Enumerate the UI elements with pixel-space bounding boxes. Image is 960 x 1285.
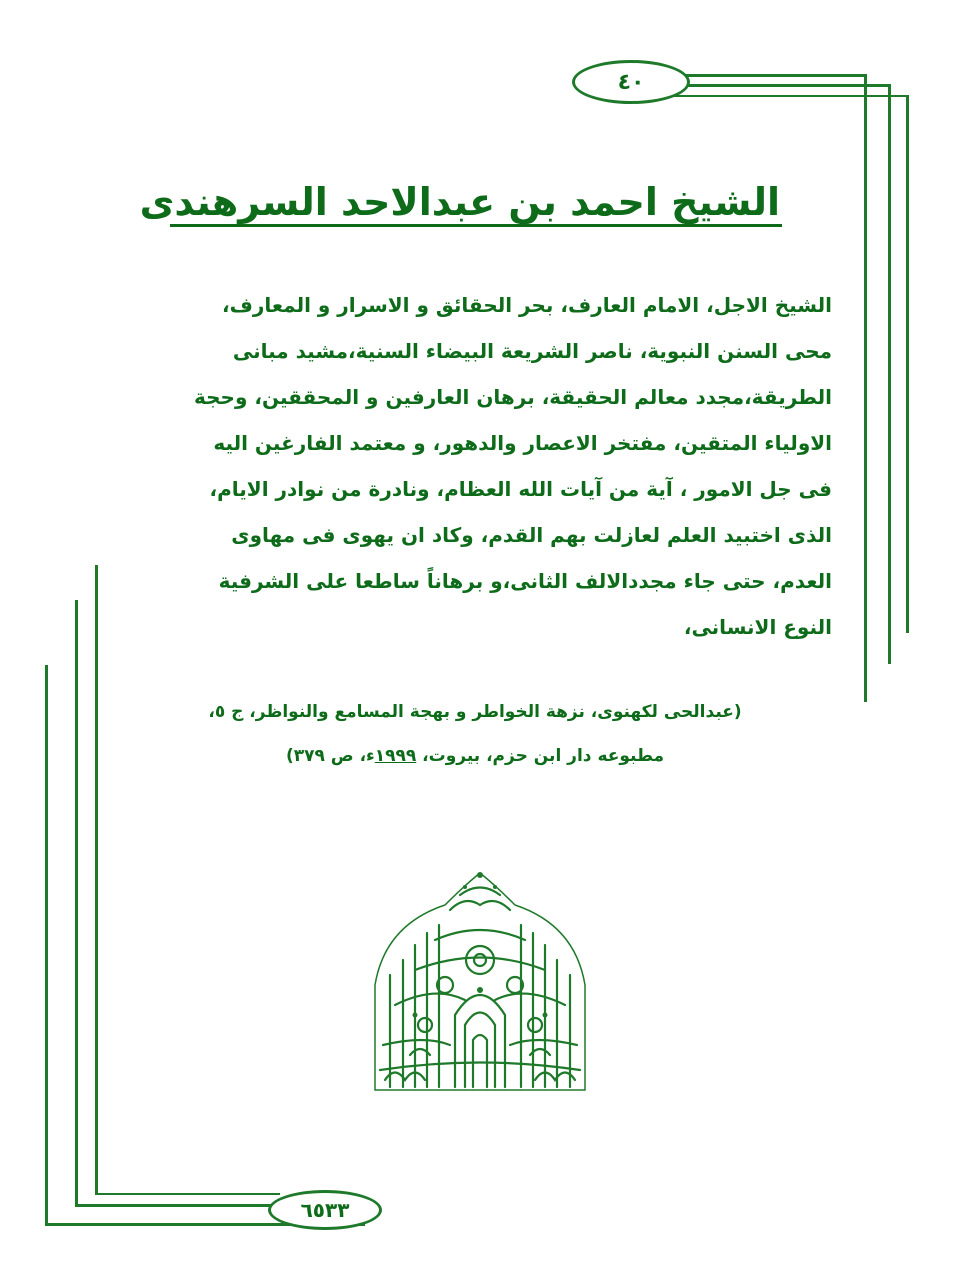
calligraphy-emblem-icon xyxy=(355,865,605,1100)
top-page-number xyxy=(572,60,690,104)
page-title: الشيخ احمد بن عبدالاحد السرهندى xyxy=(139,180,780,224)
citation-year: ١٩٩٩ xyxy=(374,746,417,766)
body-line: محى السنن النبوية، ناصر الشريعة البيضاء السنية،مشيد مبانى xyxy=(232,339,832,363)
title-underline xyxy=(170,224,782,227)
body-line: الذى اختبيد العلم لعازلت بهم القدم، وكاد ان يهوى فى مهاوى xyxy=(231,523,832,547)
body-paragraph xyxy=(110,282,832,650)
top-page-number-text: ٤٠ xyxy=(617,69,645,95)
body-line: العدم، حتى جاء مجددالالف الثانى،و برهاناً ساطعا على الشرفية xyxy=(218,569,832,593)
citation-line-1: (عبدالحى لكهنوى، نزهة الخواطر و بهجة المسامع والنواظر، ج ٥، xyxy=(208,702,742,722)
bottom-page-number xyxy=(268,1190,382,1230)
citation-page: ء، ص ٣٧٩) xyxy=(285,746,375,766)
citation-publisher: مطبوعه دار ابن حزم، بيروت، xyxy=(416,746,665,766)
body-line: النوع الانسانى، xyxy=(683,615,832,639)
bottom-page-number-text: ٦٥٣٣ xyxy=(300,1198,350,1222)
body-line: الطريقة،مجدد معالم الحقيقة، برهان العارفين و المحققين، وحجة xyxy=(194,385,832,409)
citation xyxy=(130,690,820,778)
citation-line-2 xyxy=(130,734,820,778)
body-line: فى جل الامور ، آية من آيات الله العظام، ونادرة من نوادر الايام، xyxy=(209,477,832,501)
body-line: الشيخ الاجل، الامام العارف، بحر الحقائق و الاسرار و المعارف، xyxy=(222,293,832,317)
body-line: الاولياء المتقين، مفتخر الاعصار والدهور، و معتمد الفارغين اليه xyxy=(213,431,832,455)
